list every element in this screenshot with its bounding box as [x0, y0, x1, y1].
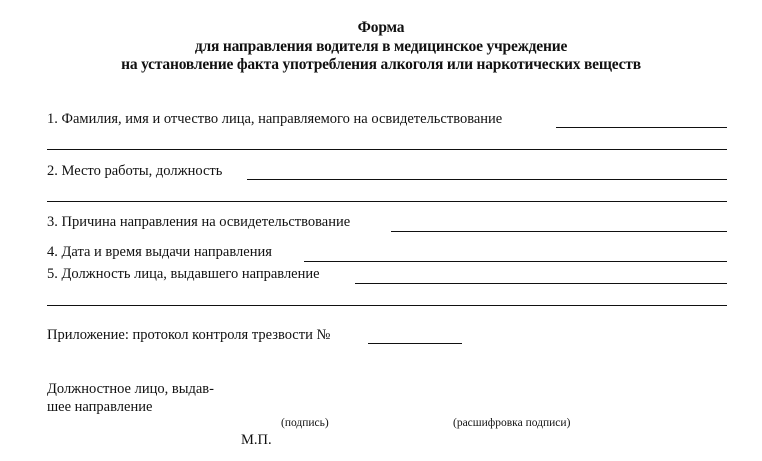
field-5-input-line[interactable]	[355, 283, 727, 284]
field-3-input-line[interactable]	[391, 231, 727, 232]
field-1-label: 1. Фамилия, имя и отчество лица, направляемого на освидетельствование	[47, 111, 503, 127]
official-label-line-2: шее направление	[47, 399, 153, 415]
field-4-label: 4. Дата и время выдачи направления	[47, 244, 272, 260]
field-2-continuation-line[interactable]	[47, 201, 727, 202]
form-subtitle-line-1: для направления водителя в медицинское учреждение	[194, 38, 568, 55]
appendix-label: Приложение: протокол контроля трезвости №	[47, 327, 331, 343]
field-4-input-line[interactable]	[304, 261, 727, 262]
field-2-input-line[interactable]	[247, 179, 727, 180]
form-subtitle-line-2: на установление факта употребления алкоголя или наркотических веществ	[121, 56, 641, 73]
signature-decryption-caption: (расшифровка подписи)	[453, 417, 571, 429]
appendix-protocol-number-line[interactable]	[368, 343, 462, 344]
field-1-input-line[interactable]	[556, 127, 727, 128]
field-5-label: 5. Должность лица, выдавшего направление	[47, 266, 320, 282]
official-label-line-1: Должностное лицо, выдав-	[47, 381, 214, 397]
field-5-continuation-line[interactable]	[47, 305, 727, 306]
stamp-place-label: М.П.	[241, 432, 272, 448]
signature-caption: (подпись)	[281, 417, 329, 429]
field-2-label: 2. Место работы, должность	[47, 163, 223, 179]
field-3-label: 3. Причина направления на освидетельствование	[47, 214, 351, 230]
field-1-continuation-line[interactable]	[47, 149, 727, 150]
form-title: Форма	[357, 19, 405, 36]
